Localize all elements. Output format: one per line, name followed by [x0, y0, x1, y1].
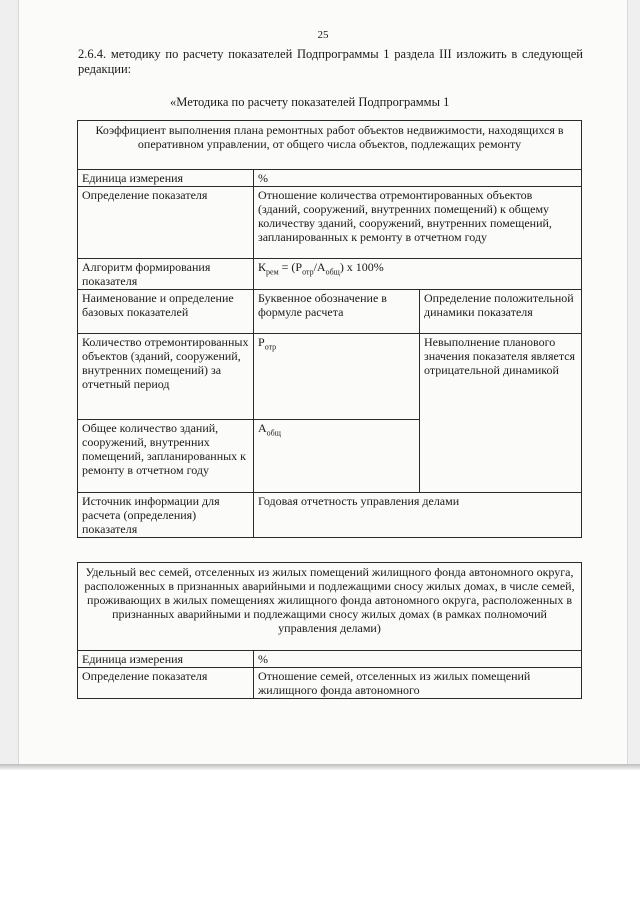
table1-row1-symbol: $Р_{отр}$ — [254, 334, 420, 420]
table1-unit-value: % — [254, 170, 582, 187]
table1-definition-value: Отношение количества отремонтированных объектов (зданий, сооружений, внутренних помещений) к общему количеству зданий, сооружений, внутренних помещений, запланированных к ремонту в отчетном году — [254, 187, 582, 259]
table1-col3-header: Определение положительной динамики показателя — [420, 290, 582, 334]
table1-dynamics: Невыполнение планового значения показателя является отрицательной динамикой — [420, 334, 582, 493]
table1-title: Коэффициент выполнения плана ремонтных работ объектов недвижимости, находящихся в оперативном управлении, от общего числа объектов, подлежащих ремонту — [78, 121, 582, 170]
table1-row2-name: Общее количество зданий, сооружений, внутренних помещений, запланированных к ремонту в отчетном году — [78, 420, 254, 493]
table1-algorithm-label: Алгоритм формирования показателя — [78, 259, 254, 290]
table1-formula: $К_{рем} = (Р_{отр}/А_{общ})$ х 100% — [254, 259, 582, 290]
table2-unit-value: % — [254, 651, 582, 668]
table2-unit-label: Единица измерения — [78, 651, 254, 668]
table1-unit-label: Единица измерения — [78, 170, 254, 187]
table2-title: Удельный вес семей, отселенных из жилых помещений жилищного фонда автономного округа, расположенных в признанных аварийными и подлежащими сносу жилых домах, в числе семей, проживающих в жилых помещениях жилищного фонда автономного округа, расположенных в признанных аварийными и подлежащими сносу жилых домах (в рамках полномочий управления делами) — [78, 563, 582, 651]
indicator-table-2 — [77, 562, 582, 699]
intro-paragraph: 2.6.4. методику по расчету показателей Подпрограммы 1 раздела III изложить в следующей редакции: — [78, 47, 583, 76]
table1-definition-label: Определение показателя — [78, 187, 254, 259]
table1-source-value: Годовая отчетность управления делами — [254, 493, 582, 538]
table2-definition-label: Определение показателя — [78, 668, 254, 699]
table1-col1-header: Наименование и определение базовых показателей — [78, 290, 254, 334]
page-number: 25 — [317, 29, 329, 41]
scan-edge — [0, 764, 640, 770]
table1-col2-header: Буквенное обозначение в формуле расчета — [254, 290, 420, 334]
table1-source-label: Источник информации для расчета (определения) показателя — [78, 493, 254, 538]
table1-row1-name: Количество отремонтированных объектов (зданий, сооружений, внутренних помещений) за отчетный период — [78, 334, 254, 420]
table1-row2-symbol: $А_{общ}$ — [254, 420, 420, 493]
indicator-table-1 — [77, 120, 582, 538]
methodology-title: «Методика по расчету показателей Подпрограммы 1 — [170, 95, 450, 109]
table2-definition-value: Отношение семей, отселенных из жилых помещений жилищного фонда автономного — [254, 668, 582, 699]
